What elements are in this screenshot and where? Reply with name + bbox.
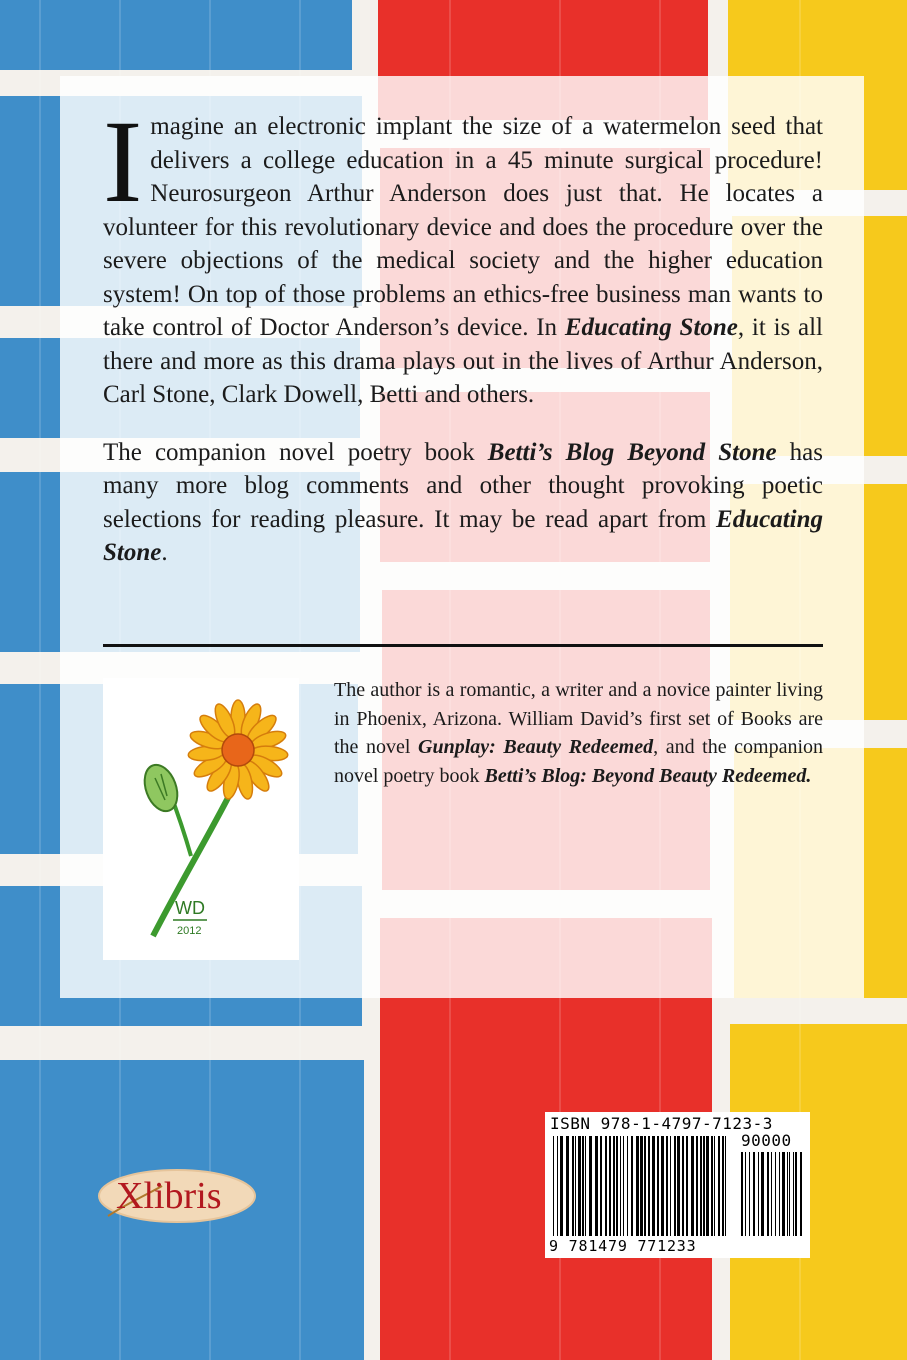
blurb-paragraph-2: The companion novel poetry book Betti’s Blog Beyond Stone has many more blog comments and other thought provoking poetic selections for reading pleasure. It may be read apart from Educating Stone. [103, 438, 823, 566]
book-title: Educating Stone [564, 314, 738, 341]
blurb-paragraph-1: Imagine an electronic implant the size of a watermelon seed that delivers a college education in a 45 minute surgical procedure! Neurosurgeon Arthur Anderson does just that. He locates a volunteer for this revolutionary device and does the procedure over the severe objections of the medical society and the higher education system! On top of those problems an ethics-free business man wants to take control of Doctor Anderson’s device. In Educating Stone, it is all there and more as this drama plays out in the lives of Arthur Anderson, Carl Stone, Clark Dowell, Betti and others. [103, 96, 824, 408]
publisher-logo [96, 1164, 258, 1228]
drop-cap: I [103, 96, 143, 227]
painting-year: 2012 [177, 925, 202, 937]
companion-title: Betti’s Blog: Beyond Beauty Redeemed. [484, 764, 812, 787]
companion-title: Betti’s Blog Beyond Stone [487, 438, 777, 466]
author-bio: The author is a romantic, a writer and a novice painter living in Phoenix, Arizona. William David’s first set of Books are the novel Gunplay: Beauty Redeemed, and the companion novel poetry book Betti’s Blog: Beyond Beauty Redeemed. [334, 679, 824, 787]
book-blurb [103, 96, 824, 570]
book-title: Educating Stone [103, 505, 823, 566]
barcode-bars [553, 1136, 729, 1236]
divider-rule [103, 644, 823, 647]
isbn-label: ISBN 978-1-4797-7123-3 [550, 1114, 773, 1133]
painting-signature: WD [175, 898, 205, 918]
author-painting [103, 678, 299, 960]
price-code: 90000 [741, 1131, 792, 1150]
addon-barcode-bars [741, 1152, 803, 1252]
isbn-barcode [545, 1112, 810, 1258]
xlibris-wordmark: Xlibris [116, 1175, 222, 1217]
barcode-digits: 9 781479 771233 [549, 1237, 697, 1255]
flower-illustration [103, 678, 299, 960]
book-title: Gunplay: Beauty Redeemed [418, 736, 654, 758]
